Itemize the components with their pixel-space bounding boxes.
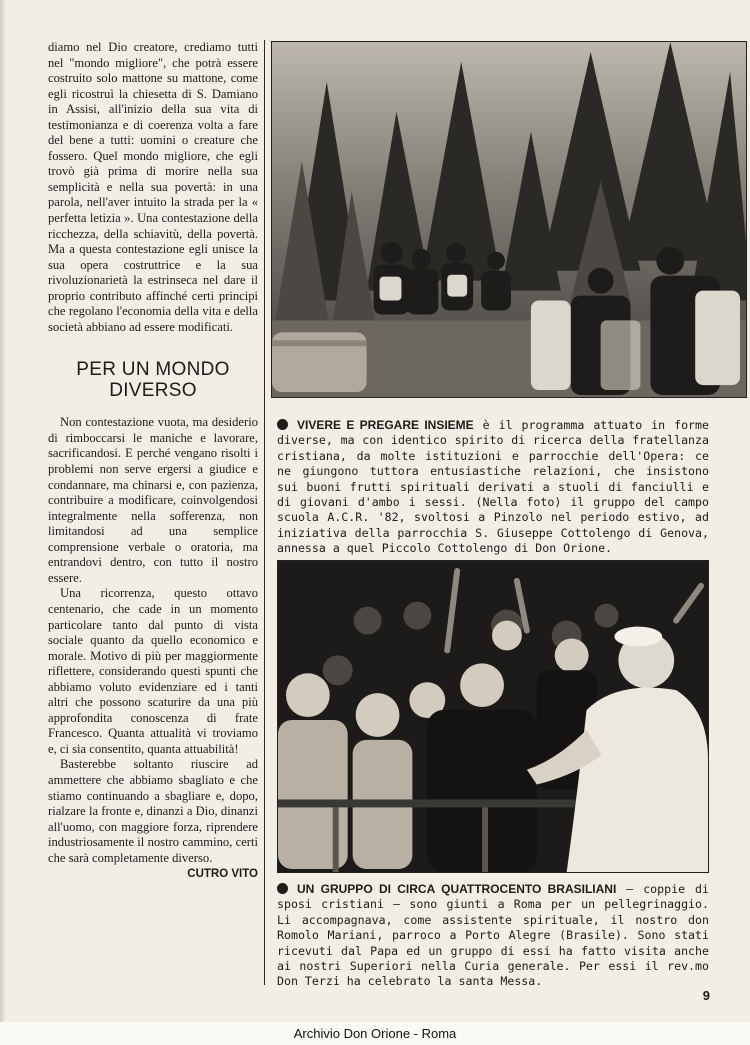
body-paragraph: Basterebbe soltanto riuscire ad ammettere che abbiamo sbagliato e che stiamo continuando a sbagliare e, dopo, rialzare la fronte e, dinanzi a Dio, dinanzi all'uomo, con maggiore forza, riprendere industriosamente il nostro cammino, certi che sarà completamente diverso. <box>48 757 258 865</box>
body-paragraph: Una ricorrenza, questo ottavo centenario, che cade in un momento particolare tanto dal punto di vista sociale quanto da quello economico e morale. Motivo di più per maggiormente riflettere, considerando questi spunti che abbiamo voluto evidenziare ed i tanti altri che possono scaturire da una più approfondita conoscenza di frate Francesco. Quanta attualità vi troviamo e, ci sia consentito, quanta attuabilità! <box>48 586 258 756</box>
caption-lead: VIVERE E PREGARE INSIEME <box>297 418 474 432</box>
forest-group-photo <box>271 41 747 398</box>
column-divider <box>264 40 265 985</box>
photo-caption <box>277 882 709 990</box>
bullet-icon <box>277 883 288 894</box>
intro-paragraph: diamo nel Dio creatore, crediamo tutti nel "mondo migliore", che potrà essere costruito solo mattone su mattone, come egli ricostruì la chiesetta di S. Damiano in Assisi, all'inizio della sua vita di testimonianza e di coerenza volta a fare del bene a tutti: uomini o creature che fossero. Quel mondo migliore, che egli trovò già prima di morire nella sua semplicità e nella sua povertà: in una parola, nell'aver intuito la strada per la « perfetta letizia ». Una contestazione della ricchezza, della schiavitù, della povertà. Ma a questa contestazione egli unisce la sua opera costruttrice e la sua rivoluzionarietà la estrinseca nel dare il proprio contributo affinché certi principi che regolano l'economia della vita e della società abbiano ad essere modificati. <box>48 40 258 334</box>
left-article-column <box>48 40 258 883</box>
caption-lead: UN GRUPPO DI CIRCA QUATTROCENTO BRASILIANI <box>297 882 617 896</box>
page-edge <box>0 0 6 1022</box>
archive-footer: Archivio Don Orione - Roma <box>0 1022 750 1045</box>
section-heading: PER UN MONDO DIVERSO <box>76 359 230 402</box>
bullet-icon <box>277 419 288 430</box>
author-signature: CUTRO VITO <box>187 868 258 881</box>
papal-audience-photo <box>277 560 709 873</box>
caption-text: — coppie di sposi cristiani — sono giunti a Roma per un pellegrinaggio. Li accompagnava, come assistente spirituale, il nostro don Romolo Mariani, parroco a Porto Alegre (Brasile). Sono stati ricevuti dal Papa ed un gruppo di essi ha fatto visita anche ai nostri Superiori nella Curia generale. Per essi il rev.mo Don Terzi ha celebrato la santa Messa. <box>277 882 709 989</box>
caption-text: è il programma attuato in forme diverse, ma con identico spirito di ricerca della fratellanza cristiana, da molte istituzioni e parrocchie dell'Opera: ce ne giungono tuttora entusiastiche relazioni, che insistono sui buoni frutti spirituali derivati a stuoli di fanciulli e di giovani d'ambo i sessi. (Nella foto) il gruppo del campo scuola A.C.R. '82, svoltosi a Pinzolo nel periodo estivo, ad iniziativa della parrocchia S. Giuseppe Cottolengo di Genova, annessa a quel Piccolo Cottolengo di Don Orione. <box>277 418 709 556</box>
body-paragraph: Non contestazione vuota, ma desiderio di rimboccarsi le maniche e lavorare, sacrificandosi. E perché vengano risolti i problemi non serve ergersi a giudice e condannare, ma chinarsi e, con pazienza, contribuire a modificare, coinvolgendosi integralmente nella sofferenza, non limitandosi ad una semplice comprensione verbale o oratoria, ma entrandovi dentro, con tutto il nostro essere. <box>48 415 258 585</box>
page-number: 9 <box>702 988 710 1003</box>
photo-caption <box>277 418 709 557</box>
